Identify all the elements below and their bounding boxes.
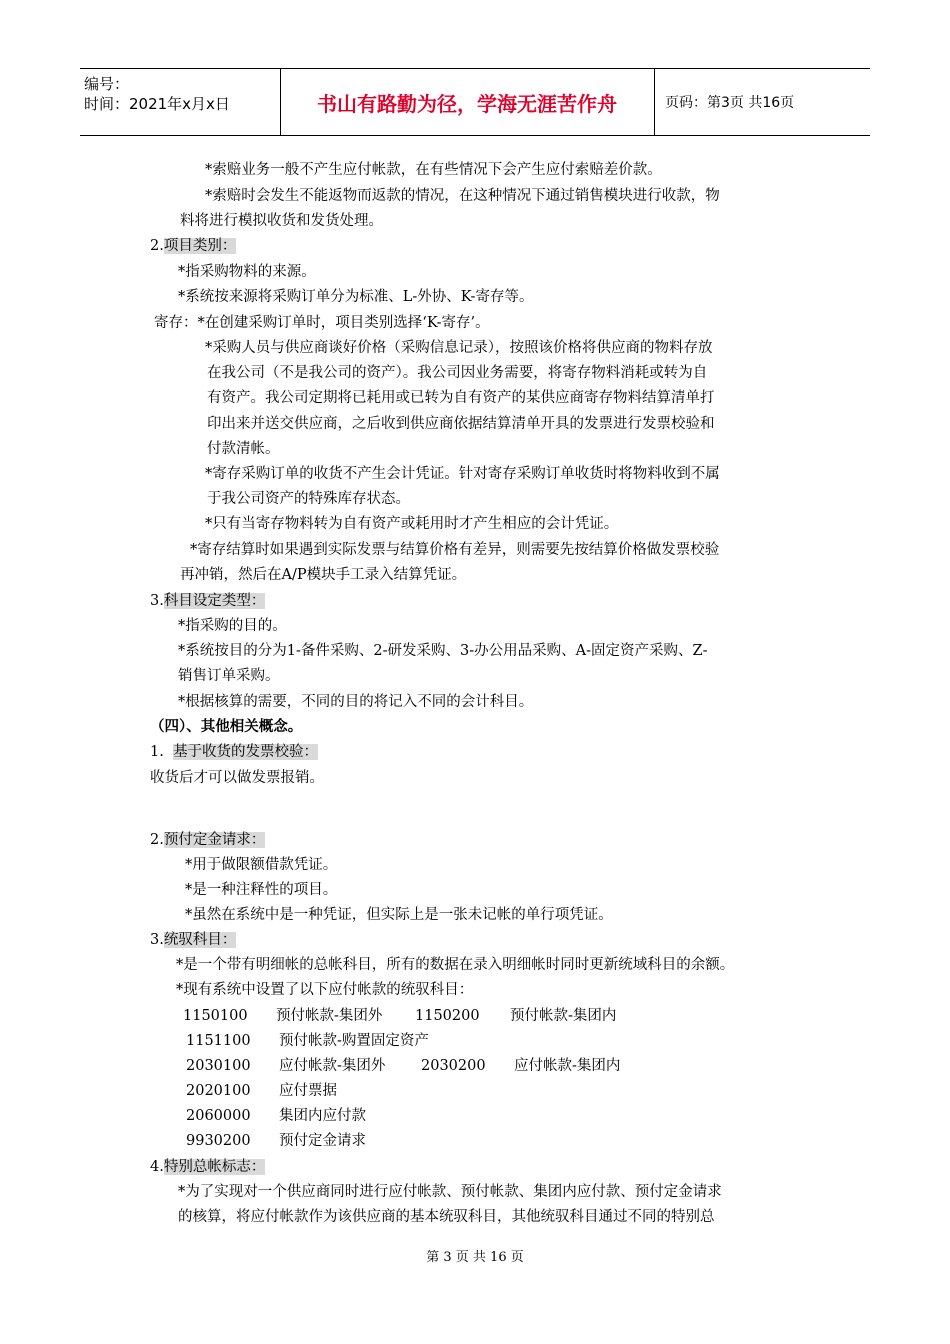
section-heading xyxy=(150,742,318,762)
text-line: *指采购的目的。 xyxy=(178,618,287,634)
text-line: *指采购物料的来源。 xyxy=(178,264,316,280)
account-row xyxy=(183,1006,617,1026)
section-title: 统驭科目： xyxy=(163,932,237,948)
page-footer: 第 3 页 共 16 页 xyxy=(426,1250,524,1265)
section-number: 2. xyxy=(150,238,164,254)
header-page-info: 页码：第3页 共16页 xyxy=(665,95,795,111)
text-line: 料将进行模拟收货和发货处理。 xyxy=(180,213,383,229)
text-line: 在我公司（不是我公司的资产）。我公司因业务需要，将寄存物料消耗或转为自 xyxy=(207,365,708,381)
text-line: *是一个带有明细帐的总帐科目，所有的数据在录入明细帐时同时更新统域科目的余额。 xyxy=(176,957,735,973)
account-name: 预付帐款-集团内 xyxy=(510,1008,617,1024)
text-line: *索赔时会发生不能返物而返款的情况，在这种情况下通过销售模块进行收款，物 xyxy=(205,188,720,204)
text-line: *现有系统中设置了以下应付帐款的统驭科目： xyxy=(176,982,474,998)
section-heading xyxy=(150,236,236,256)
account-name: 应付帐款-集团外 xyxy=(279,1058,386,1074)
section-title: 科目设定类型： xyxy=(163,593,266,609)
section-number: 2. xyxy=(150,832,164,848)
text-line: *寄存采购订单的收货不产生会计凭证。针对寄存采购订单收货时将物料收到不属 xyxy=(205,466,720,482)
section-heading xyxy=(150,830,265,850)
account-code: 9930200 xyxy=(186,1133,251,1149)
account-row xyxy=(186,1081,337,1101)
text-line: 印出来并送交供应商，之后收到供应商依据结算清单开具的发票进行发票校验和 xyxy=(207,416,715,432)
text-line: 再冲销，然后在A/P模块手工录入结算凭证。 xyxy=(180,567,467,583)
section-heading xyxy=(150,591,265,611)
text-line: *只有当寄存物料转为自有资产或耗用时才产生相应的会计凭证。 xyxy=(205,516,619,532)
text-line: 收货后才可以做发票报销。 xyxy=(150,770,324,786)
account-code: 1150100 xyxy=(183,1008,248,1024)
header-divider xyxy=(654,69,655,135)
section-number: 3. xyxy=(150,932,164,948)
account-name: 预付定金请求 xyxy=(279,1133,366,1149)
section-title: 特别总帐标志： xyxy=(163,1159,266,1175)
account-row xyxy=(186,1131,366,1151)
page-header xyxy=(80,68,870,136)
chapter-heading: （四）、其他相关概念。 xyxy=(150,719,303,735)
account-code: 1150200 xyxy=(415,1008,480,1024)
number-label: 编号： xyxy=(84,75,130,93)
section-title: 项目类别： xyxy=(163,238,237,254)
text-line: *系统按目的分为1-备件采购、2-研发采购、3-办公用品采购、A-固定资产采购、Z- xyxy=(178,643,708,659)
text-line: *索赔业务一般不产生应付帐款，在有些情况下会产生应付索赔差价款。 xyxy=(205,162,662,178)
header-divider xyxy=(280,69,281,135)
section-number: 1. xyxy=(150,744,164,760)
account-code: 1151100 xyxy=(186,1033,251,1049)
text-line: *根据核算的需要，不同的目的将记入不同的会计科目。 xyxy=(178,694,534,710)
account-code: 2020100 xyxy=(186,1083,251,1099)
text-line: *为了实现对一个供应商同时进行应付帐款、预付帐款、集团内应付款、预付定金请求 xyxy=(178,1184,722,1200)
section-heading xyxy=(150,1157,265,1177)
text-line: 销售订单采购。 xyxy=(178,668,280,684)
section-heading xyxy=(150,930,236,950)
section-number: 4. xyxy=(150,1159,164,1175)
header-motto: 书山有路勤为径，学海无涯苦作舟 xyxy=(317,91,617,116)
text-line: 有资产。我公司定期将已耗用或已转为自有资产的某供应商寄存物料结算清单打 xyxy=(207,390,715,406)
account-code: 2060000 xyxy=(186,1108,251,1124)
text-line: *系统按来源将采购订单分为标准、L-外协、K-寄存等。 xyxy=(178,289,534,305)
section-number: 3. xyxy=(150,593,164,609)
section-title: 基于收货的发票校验： xyxy=(173,744,319,760)
account-name: 预付帐款-集团外 xyxy=(276,1008,383,1024)
text-line: *用于做限额借款凭证。 xyxy=(185,857,338,873)
header-meta xyxy=(80,69,280,135)
time-label: 时间：2021年x月x日 xyxy=(84,95,230,113)
account-name: 应付票据 xyxy=(279,1083,337,1099)
account-row xyxy=(186,1031,429,1051)
text-line: *虽然在系统中是一种凭证，但实际上是一张未记帐的单行项凭证。 xyxy=(185,907,613,923)
account-name: 集团内应付款 xyxy=(279,1108,366,1124)
text-line: 付款清帐。 xyxy=(207,441,280,457)
text-line: 于我公司资产的特殊库存状态。 xyxy=(207,491,410,507)
account-name: 预付帐款-购置固定资产 xyxy=(279,1033,429,1049)
account-code: 2030200 xyxy=(421,1058,486,1074)
account-row xyxy=(186,1056,621,1076)
text-line: 的核算，将应付帐款作为该供应商的基本统驭科目，其他统驭科目通过不同的特别总 xyxy=(178,1209,715,1225)
text-line: *采购人员与供应商谈好价格（采购信息记录），按照该价格将供应商的物料存放 xyxy=(205,340,713,356)
text-line: *是一种注释性的项目。 xyxy=(185,882,338,898)
account-row xyxy=(186,1106,366,1126)
text-line: *寄存结算时如果遇到实际发票与结算价格有差异，则需要先按结算价格做发票校验 xyxy=(190,542,720,558)
section-title: 预付定金请求： xyxy=(163,832,266,848)
account-code: 2030100 xyxy=(186,1058,251,1074)
text-line: 寄存：*在创建采购订单时，项目类别选择‘K-寄存’。 xyxy=(154,315,490,331)
account-name: 应付帐款-集团内 xyxy=(514,1058,621,1074)
